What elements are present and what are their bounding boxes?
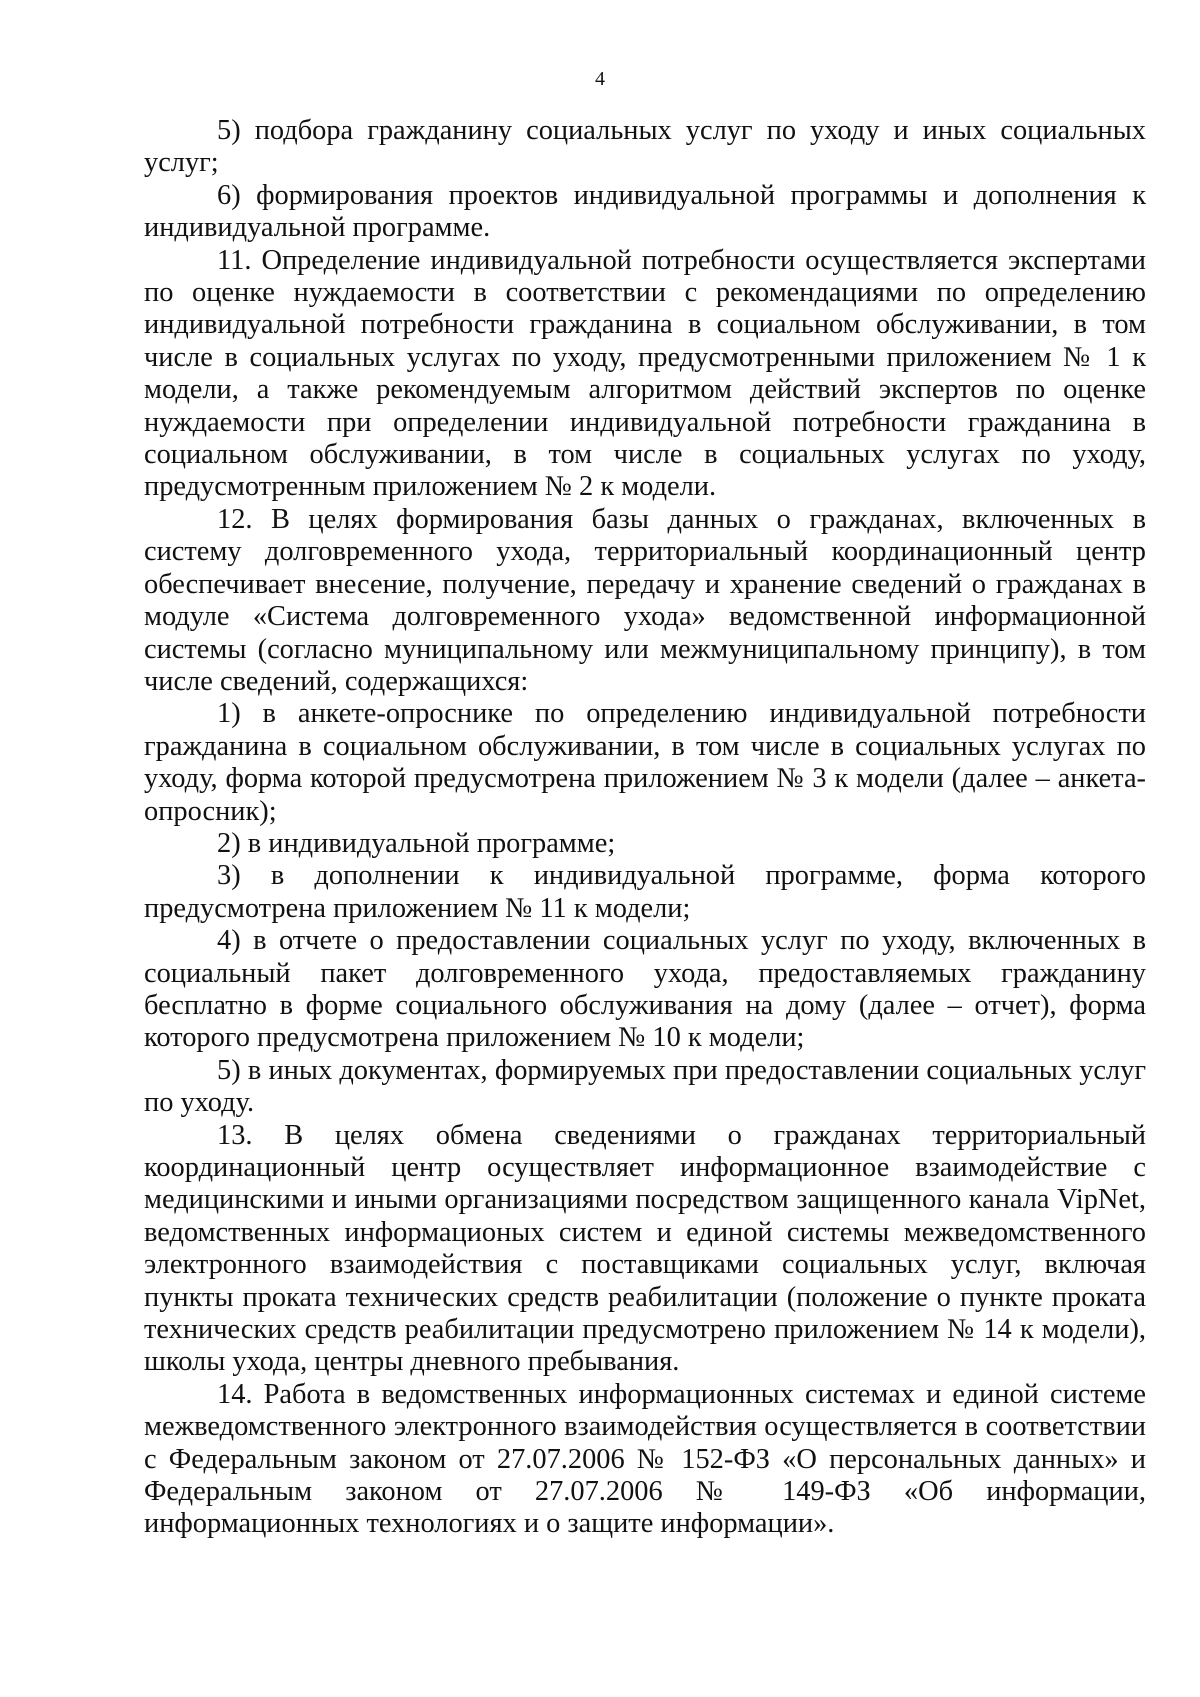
- paragraph-section-13: 13. В целях обмена сведениями о гражданах территориальный координационный центр осуществляет информационное взаимодействие с медицинскими и иными организациями посредством защищенного канала VipNet, ведомственных информационых систем и единой системы межведомственного электронного взаимодействия с поставщиками социальных услуг, включая пункты проката технических средств реабилитации (положение о пункте проката технических средств реабилитации предусмотрено приложением № 14 к модели), школы ухода, центры дневного пребывания.: [144, 1119, 1146, 1378]
- page-number: 4: [595, 68, 605, 90]
- paragraph-item-6: 6) формирования проектов индивидуальной программы и дополнения к индивидуальной программе.: [144, 179, 1146, 244]
- paragraph-subitem-2: 2) в индивидуальной программе;: [217, 827, 616, 859]
- document-body: [144, 115, 1146, 1541]
- paragraph-section-11: 11. Определение индивидуальной потребности осуществляется экспертами по оценке нуждаемости в соответствии с рекомендациями по определению индивидуальной потребности гражданина в социальном обслуживании, в том числе в социальных услугах по уходу, предусмотренными приложением № 1 к модели, а также рекомендуемым алгоритмом действий экспертов по оценке нуждаемости при определении индивидуальной потребности гражданина в социальном обслуживании, в том числе в социальных услугах по уходу, предусмотренным приложением № 2 к модели.: [144, 244, 1146, 503]
- paragraph-subitem-5: 5) в иных документах, формируемых при предоставлении социальных услуг по уходу.: [144, 1054, 1146, 1119]
- paragraph-subitem-3: 3) в дополнении к индивидуальной программе, форма которого предусмотрена приложением № 11 к модели;: [144, 860, 1146, 924]
- paragraph-section-12: 12. В целях формирования базы данных о гражданах, включенных в систему долговременного ухода, территориальный координационный центр обеспечивает внесение, получение, передачу и хранение сведений о гражданах в модуле «Система долговременного ухода» ведомственной информационной системы (согласно муниципальному или межмуниципальному принципу), в том числе сведений, содержащихся:: [144, 503, 1146, 697]
- paragraph-section-14: 14. Работа в ведомственных информационных системах и единой системе межведомственного электронного взаимодействия осуществляется в соответствии с Федеральным законом от 27.07.2006 № 152-ФЗ «О персональных данных» и Федеральным законом от 27.07.2006 № 149-ФЗ «Об информации, информационных технологиях и о защите информации».: [144, 1378, 1146, 1540]
- paragraph-subitem-4: 4) в отчете о предоставлении социальных услуг по уходу, включенных в социальный пакет долговременного ухода, предоставляемых гражданину бесплатно в форме социального обслуживания на дому (далее – отчет), форма которого предусмотрена приложением № 10 к модели;: [144, 925, 1146, 1054]
- paragraph-subitem-1: 1) в анкете-опроснике по определению индивидуальной потребности гражданина в социальном обслуживании, в том числе в социальных услугах по уходу, форма которой предусмотрена приложением № 3 к модели (далее – анкета-опросник);: [144, 698, 1146, 827]
- paragraph-item-5: 5) подбора гражданину социальных услуг по уходу и иных социальных услуг;: [144, 115, 1146, 179]
